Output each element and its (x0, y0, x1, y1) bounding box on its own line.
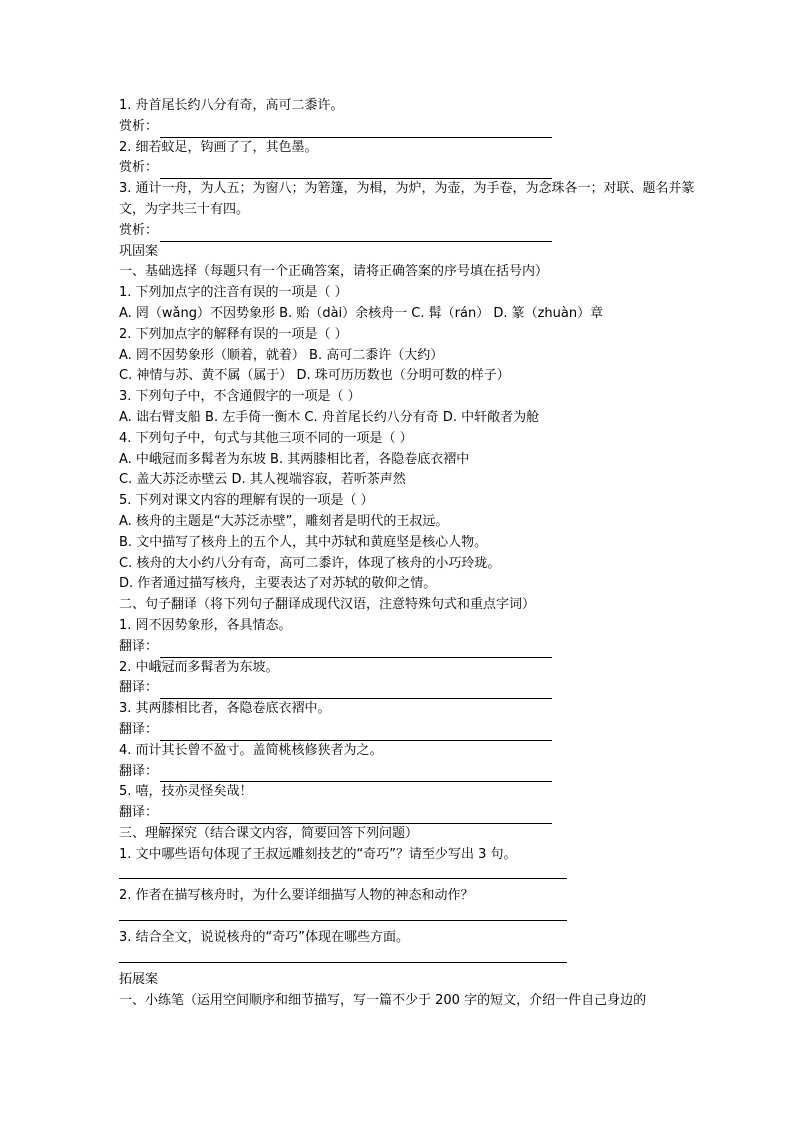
analysis-sentence-3: 3. 通计一舟，为人五；为窗八；为箬篷，为楫，为炉，为壶，为手卷，为念珠各一；对联、题名并篆文，为字共三十有四。 (119, 181, 695, 217)
analysis-answer-1[interactable] (119, 117, 719, 138)
translate-answer-4[interactable] (119, 762, 719, 783)
section-title-tuozhan: 拓展案 (119, 972, 159, 988)
analysis-sentence-1: 1. 舟首尾长约八分有奇，高可二黍许。 (119, 98, 344, 113)
part2-title: 二、句子翻译（将下列句子翻译成现代汉语，注意特殊句式和重点字词） (119, 597, 536, 613)
part1-title: 一、基础选择（每题只有一个正确答案，请将正确答案的序号填在括号内） (119, 264, 549, 280)
mc-options-4b: C. 盖大苏泛赤壁云 D. 其人视端容寂，若听茶声然 (119, 472, 406, 488)
mc-options-2b: C. 神情与苏、黄不属（属于） D. 珠可历历数也（分明可数的样子） (119, 368, 510, 384)
analysis-sentence-2: 2. 细若蚊足，钩画了了，其色墨。 (119, 139, 318, 155)
mc-options-3: A. 诎右臂支船 B. 左手倚一衡木 C. 舟首尾长约八分有奇 D. 中轩敞者为舱 (119, 409, 540, 425)
explore-question-1: 1. 文中哪些语句体现了王叔远雕刻技艺的“奇巧”？请至少写出 3 句。 (119, 846, 517, 862)
translate-answer-5[interactable] (119, 803, 719, 824)
mc-option-5c: C. 核舟的大小约八分有奇，高可二黍许，体现了核舟的小巧玲珑。 (119, 555, 501, 571)
translate-label: 翻译： (119, 721, 159, 737)
mc-option-5d: D. 作者通过描写核舟，主要表达了对苏轼的敬仰之情。 (119, 576, 437, 592)
mc-options-1: A. 罔（wǎng）不因势象形 B. 贻（dài）余核舟一 C. 髯（rán） D. 篆（zhuàn）章 (119, 305, 604, 321)
writing-prompt: 一、小练笔（运用空间顺序和细节描写，写一篇不少于 200 字的短文，介绍一件自己身边的 (119, 992, 647, 1008)
analysis-label: 赏析： (119, 160, 159, 176)
translate-label: 翻译： (119, 805, 159, 821)
analysis-label: 赏析： (119, 118, 159, 134)
answer-blank[interactable] (160, 227, 552, 242)
answer-blank[interactable] (160, 726, 552, 741)
translate-answer-2[interactable] (119, 678, 719, 699)
explore-question-2: 2. 作者在描写核舟时，为什么要详细描写人物的神态和动作？ (119, 888, 474, 904)
mc-option-5b: B. 文中描写了核舟上的五个人，其中苏轼和黄庭坚是核心人物。 (119, 534, 488, 550)
worksheet (119, 96, 719, 1012)
mc-question-3: 3. 下列句子中，不含通假字的一项是（ ） (119, 389, 361, 405)
analysis-answer-3[interactable] (119, 221, 719, 242)
mc-question-2: 2. 下列加点字的解释有误的一项是（ ） (119, 326, 348, 342)
mc-question-1: 1. 下列加点字的注音有误的一项是（ ） (119, 285, 348, 301)
translate-sentence-2: 2. 中峨冠而多髯者为东坡。 (119, 659, 279, 675)
translate-sentence-5: 5. 嘻，技亦灵怪矣哉！ (119, 784, 253, 800)
mc-option-5a: A. 核舟的主题是“大苏泛赤壁”，雕刻者是明代的王叔远。 (119, 513, 449, 529)
translate-label: 翻译： (119, 763, 159, 779)
answer-blank[interactable] (160, 123, 552, 138)
translate-answer-3[interactable] (119, 720, 719, 741)
answer-blank[interactable] (160, 164, 552, 179)
explore-question-3: 3. 结合全文，说说核舟的“奇巧”体现在哪些方面。 (119, 930, 410, 946)
translate-sentence-3: 3. 其两膝相比者，各隐卷底衣褶中。 (119, 701, 331, 717)
answer-blank[interactable] (160, 643, 552, 658)
mc-question-4: 4. 下列句子中，句式与其他三项不同的一项是（ ） (119, 430, 413, 446)
mc-question-5: 5. 下列对课文内容的理解有误的一项是（ ） (119, 493, 374, 509)
translate-sentence-4: 4. 而计其长曾不盈寸。盖简桃核修狭者为之。 (119, 742, 383, 758)
answer-line-1[interactable] (119, 865, 719, 886)
answer-blank[interactable] (160, 809, 552, 824)
answer-line-3[interactable] (119, 949, 719, 970)
answer-line-2[interactable] (119, 907, 719, 928)
answer-blank[interactable] (160, 767, 552, 782)
analysis-answer-2[interactable] (119, 158, 719, 179)
translate-sentence-1: 1. 罔不因势象形，各具情态。 (119, 617, 292, 633)
translate-label: 翻译： (119, 638, 159, 654)
translate-label: 翻译： (119, 680, 159, 696)
analysis-label: 赏析： (119, 222, 159, 238)
section-title-gonggu: 巩固案 (119, 243, 159, 259)
mc-options-4a: A. 中峨冠而多髯者为东坡 B. 其两膝相比者，各隐卷底衣褶中 (119, 451, 470, 467)
mc-options-2a: A. 罔不因势象形（顺着，就着） B. 高可二黍许（大约） (119, 347, 444, 363)
answer-blank[interactable] (160, 684, 552, 699)
part3-title: 三、理解探究（结合课文内容，简要回答下列问题） (119, 825, 419, 841)
translate-answer-1[interactable] (119, 637, 719, 658)
